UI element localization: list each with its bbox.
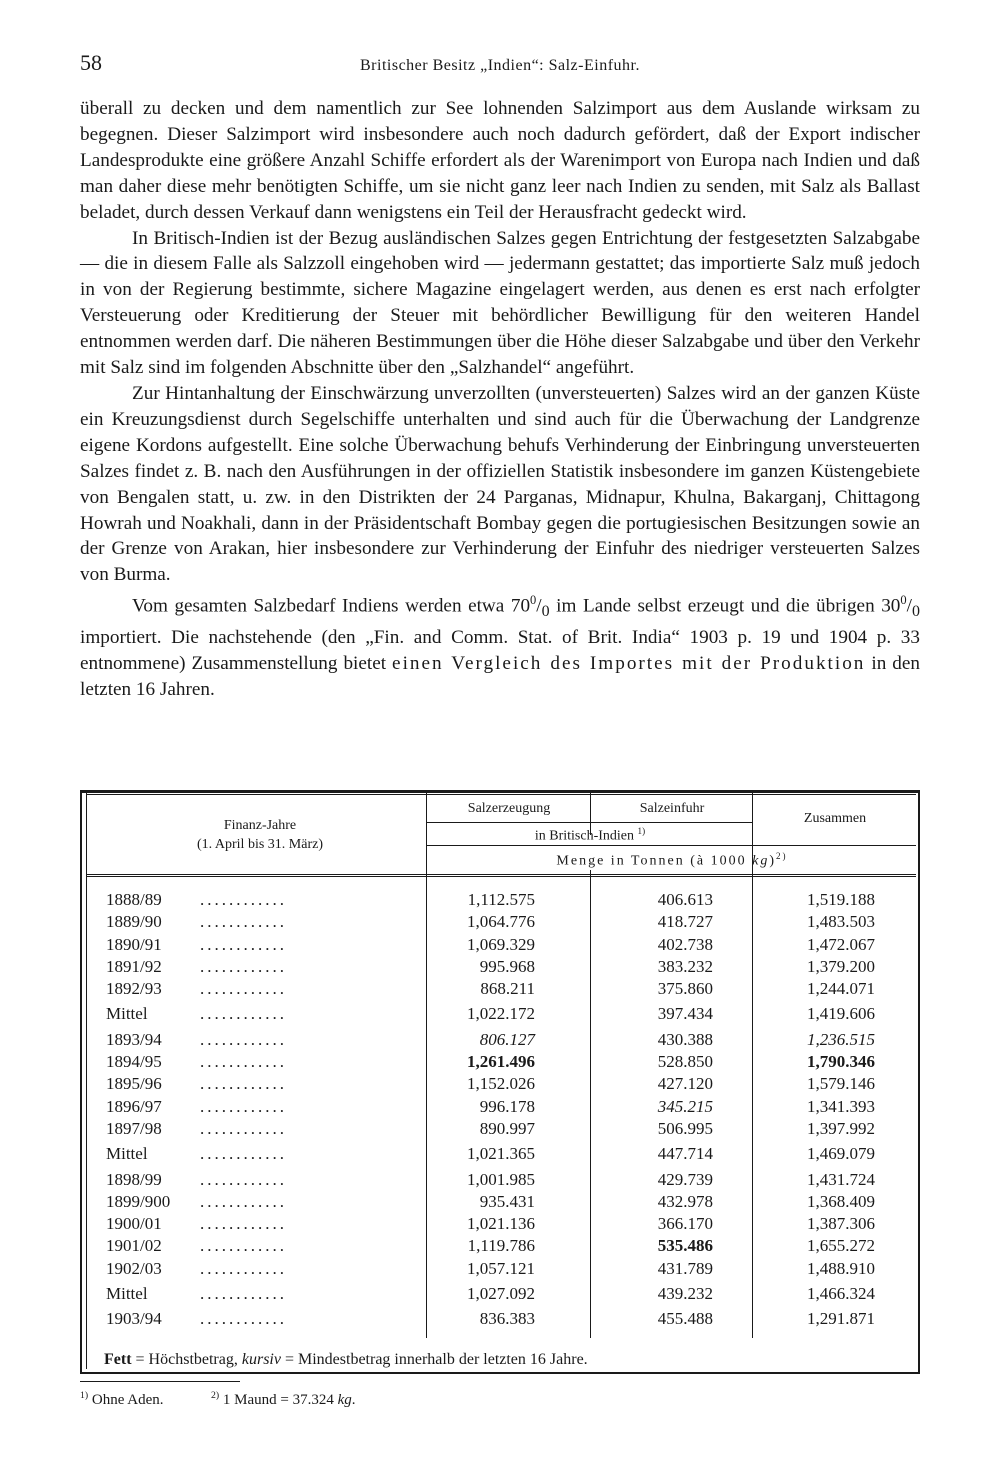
row-leader-dots: ............ xyxy=(200,912,287,932)
row-import: 439.232 xyxy=(657,1284,713,1304)
table-row xyxy=(80,935,916,957)
row-total: 1,379.200 xyxy=(807,956,875,976)
header-finanz-jahre: Finanz-Jahre xyxy=(223,818,297,833)
paragraph-4 xyxy=(80,588,920,703)
paragraph-3: Zur Hintanhaltung der Einschwärzung unverzollten (unversteuerten) Salzes wird an der ganzen Küste ein Kreuzungsdienst durch Segelschiffe unterhalten und sind auch für die Überwachung der Landgrenze eigene Kordons aufgestellt. Eine solche Überwachung behufs Verhinderung der Einbringung unversteuerten Salzes findet z. B. nach den Ausführungen in der offiziellen Statistik insbesondere im ganzen Küstengebiete von Bengalen statt, u. zw. in den Distrikten der 24 Parganas, Midnapur, Khulna, Bakarganj, Chittagong Howrah und Noakhali, dann in der Präsidentschaft Bombay gegen die portugiesischen Besitzungen sowie an der Grenze von Arakan, hier insbesondere zur Verhinderung der Einfuhr des niedriger versteuerten Salzes von Burma. xyxy=(80,382,920,586)
table-header-bottom-rule xyxy=(86,874,916,875)
table-row xyxy=(80,1119,916,1141)
paragraph-4-spaced: einen Vergleich des Importes mit der Produktion xyxy=(392,653,866,675)
table-row xyxy=(80,1030,916,1052)
footnote-1-text: Ohne Aden. xyxy=(88,1392,164,1408)
row-total: 1,291.871 xyxy=(807,1309,875,1329)
row-total: 1,466.324 xyxy=(807,1284,875,1304)
row-production: 1,057.121 xyxy=(467,1258,535,1278)
header-salzerzeugung: Salzerzeugung xyxy=(467,801,551,816)
header-region xyxy=(430,826,750,845)
table-top-inner-rule xyxy=(86,794,916,795)
footnote-2-text: 1 Maund = 37.324 xyxy=(219,1392,338,1408)
row-total: 1,579.146 xyxy=(807,1074,875,1094)
percent-sign-sub-1: 0 xyxy=(541,603,550,621)
table-row-mittel xyxy=(80,1144,916,1166)
row-production: 935.431 xyxy=(479,1191,535,1211)
row-leader-dots: ............ xyxy=(200,1191,287,1211)
row-year: Mittel xyxy=(106,1144,148,1164)
row-leader-dots: ............ xyxy=(200,979,287,999)
row-total: 1,397.992 xyxy=(807,1118,875,1138)
row-total: 1,341.393 xyxy=(807,1096,875,1116)
row-import: 430.388 xyxy=(657,1029,713,1049)
legend-text-2: = Mindestbetrag innerhalb der letzten 16 Jahre. xyxy=(280,1351,588,1368)
row-total-minimum: 1,236.515 xyxy=(807,1029,875,1049)
row-production: 868.211 xyxy=(480,979,535,999)
paragraph-1: überall zu decken und dem namentlich zur See lohnenden Salzimport aus dem Auslande wirksam zu begegnen. Dieser Salzimport wird insbesondere auch noch dadurch gefördert, daß der Export indischer Landesprodukte eine größere Anzahl Schiffe erfordert als der Warenimport von Europa nach Indien und daß man daher diese mehr benötigten Schiffe, um sie nicht ganz leer nach Indien zu senden, mit Salz als Ballast beladet, durch dessen Verkauf dann wenigstens ein Teil der Herausfracht gedeckt wird. xyxy=(80,98,920,223)
row-production: 1,022.172 xyxy=(467,1004,535,1024)
row-year: 1901/02 xyxy=(106,1236,162,1256)
header-region-footnote: 1) xyxy=(637,826,646,836)
header-salzeinfuhr: Salzeinfuhr xyxy=(639,801,705,816)
table-row xyxy=(80,1192,916,1214)
row-total: 1,483.503 xyxy=(807,912,875,932)
table-row xyxy=(80,979,916,1001)
paragraph-4-part1: Vom gesamten Salzbedarf Indiens werden etwa 70 xyxy=(132,595,531,617)
row-leader-dots: ............ xyxy=(200,1258,287,1278)
row-total: 1,368.409 xyxy=(807,1191,875,1211)
table-row xyxy=(80,1236,916,1258)
row-production: 1,152.026 xyxy=(467,1074,535,1094)
row-production: 1,119.786 xyxy=(467,1236,535,1256)
paragraph-2: In Britisch-Indien ist der Bezug ausländischen Salzes gegen Entrichtung der festgesetzten Salzabgabe — die in diesem Falle als Salzzoll eingehoben wird — jedermann gestattet; das importierte Salz muß jedoch in von der Regierung bestimmte, sichere Magazine eingelagert werden, aus denen es erst nach erfolgter Versteuerung oder Kreditierung der Steuer mit behördlicher Bewilligung für den weiteren Handel entnommen werden darf. Die näheren Bestimmungen über die Höhe dieser Salzabgabe und über den Verkehr mit Salz sind im folgenden Abschnitte über den „Salzhandel“ angeführt. xyxy=(80,227,920,379)
table-row xyxy=(80,890,916,912)
row-leader-dots: ............ xyxy=(200,1144,287,1164)
row-year: 1899/900 xyxy=(106,1191,171,1211)
table-row xyxy=(80,1052,916,1074)
row-total: 1,655.272 xyxy=(807,1236,875,1256)
row-year: 1892/93 xyxy=(106,979,162,999)
legend-italic-word: kursiv xyxy=(241,1351,281,1368)
table-row-mittel xyxy=(80,1284,916,1306)
row-production: 1,064.776 xyxy=(467,912,535,932)
table-row xyxy=(80,1097,916,1119)
legend-bold-word: Fett xyxy=(104,1351,132,1368)
row-leader-dots: ............ xyxy=(200,1118,287,1138)
row-production: 1,021.136 xyxy=(467,1214,535,1234)
salt-table xyxy=(80,790,920,1373)
row-year: Mittel xyxy=(106,1004,148,1024)
row-leader-dots: ............ xyxy=(200,1052,287,1072)
row-total: 1,431.724 xyxy=(807,1169,875,1189)
row-leader-dots: ............ xyxy=(200,1096,287,1116)
row-year: 1889/90 xyxy=(106,912,162,932)
percent-sign-sup-1: 0 xyxy=(530,593,537,608)
footnote-1-mark: 1) xyxy=(80,1390,89,1401)
row-import: 528.850 xyxy=(657,1052,713,1072)
table-row xyxy=(80,912,916,934)
header-finanz-jahre-range: (1. April bis 31. März) xyxy=(197,837,323,852)
legend-text-1: = Höchstbetrag, xyxy=(131,1351,242,1368)
row-import: 402.738 xyxy=(657,934,713,954)
row-import: 506.995 xyxy=(657,1118,713,1138)
footnotes xyxy=(80,1390,356,1409)
footnote-rule xyxy=(80,1381,240,1382)
table-row xyxy=(80,1309,916,1331)
percent-slash-2: / xyxy=(906,595,912,617)
row-total: 1,244.071 xyxy=(807,979,875,999)
header-unit xyxy=(430,851,914,870)
header-zusammen: Zusammen xyxy=(803,811,867,826)
footnote-2-unit: kg xyxy=(337,1392,352,1408)
row-import: 366.170 xyxy=(657,1214,713,1234)
row-total: 1,488.910 xyxy=(807,1258,875,1278)
row-production: 890.997 xyxy=(479,1118,535,1138)
row-import: 429.739 xyxy=(657,1169,713,1189)
row-import: 375.860 xyxy=(657,979,713,999)
row-year: Mittel xyxy=(106,1284,148,1304)
table-row xyxy=(80,957,916,979)
header-region-text: in Britisch-Indien xyxy=(534,828,635,844)
percent-sign-sup-2: 0 xyxy=(900,593,907,608)
paragraph-4-part3: importiert. Die nachstehende (den „Fin. and Comm. Stat. of Brit. India“ 1903 p. 19 und 1904 p. 33 entnommene) Zusammenstellung bietet xyxy=(80,627,920,675)
row-year: 1890/91 xyxy=(106,934,162,954)
row-production: 1,069.329 xyxy=(467,934,535,954)
row-import: 418.727 xyxy=(657,912,713,932)
row-total: 1,519.188 xyxy=(807,890,875,909)
row-year: 1888/89 xyxy=(106,890,162,909)
row-leader-dots: ............ xyxy=(200,1284,287,1304)
row-year: 1902/03 xyxy=(106,1258,162,1278)
row-total: 1,419.606 xyxy=(807,1004,875,1024)
row-year: 1897/98 xyxy=(106,1118,162,1138)
footnote-2-mark: 2) xyxy=(211,1390,220,1401)
row-year: 1891/92 xyxy=(106,956,162,976)
page-number: 58 xyxy=(80,50,102,75)
row-leader-dots: ............ xyxy=(200,1169,287,1189)
row-leader-dots: ............ xyxy=(200,1004,287,1024)
row-production: 1,001.985 xyxy=(467,1169,535,1189)
body-text xyxy=(80,96,920,703)
table-row xyxy=(80,1214,916,1236)
table-row xyxy=(80,1170,916,1192)
table-region-rule xyxy=(426,845,916,846)
row-year: 1894/95 xyxy=(106,1052,162,1072)
row-leader-dots: ............ xyxy=(200,1074,287,1094)
row-import: 427.120 xyxy=(657,1074,713,1094)
table-row xyxy=(80,1074,916,1096)
table-row-mittel xyxy=(80,1004,916,1026)
header-unit-text: Menge in Tonnen (à 1000 xyxy=(556,853,753,869)
row-year: 1903/94 xyxy=(106,1309,162,1329)
row-year: 1900/01 xyxy=(106,1214,162,1234)
row-import: 383.232 xyxy=(657,956,713,976)
row-production: 996.178 xyxy=(479,1096,535,1116)
footnote-2-end: . xyxy=(351,1392,356,1408)
row-total: 1,387.306 xyxy=(807,1214,875,1234)
row-year: 1895/96 xyxy=(106,1074,162,1094)
table-legend xyxy=(104,1351,588,1369)
row-leader-dots: ............ xyxy=(200,1236,287,1256)
table-body xyxy=(80,890,916,1332)
row-year: 1896/97 xyxy=(106,1096,162,1116)
running-head: Britischer Besitz „Indien“: Salz-Einfuhr. xyxy=(360,57,640,74)
paragraph-4-part2: im Lande selbst erzeugt und die übrigen 30 xyxy=(549,595,901,617)
row-import: 455.488 xyxy=(657,1309,713,1329)
row-production-minimum: 806.127 xyxy=(479,1029,535,1049)
row-total: 1,469.079 xyxy=(807,1144,875,1164)
table-subhead-rule xyxy=(426,822,752,823)
row-leader-dots: ............ xyxy=(200,1214,287,1234)
row-import-minimum: 345.215 xyxy=(657,1096,713,1116)
paragraph-4-part4: in den letzten 16 Jahren. xyxy=(80,653,920,701)
row-leader-dots: ............ xyxy=(200,934,287,954)
row-import: 397.434 xyxy=(657,1004,713,1024)
row-production-maximum: 1,261.496 xyxy=(467,1052,535,1072)
row-import-maximum: 535.486 xyxy=(657,1236,713,1256)
table-header-bottom-rule-2 xyxy=(86,876,916,877)
row-import: 432.978 xyxy=(657,1191,713,1211)
header-unit-kg: kg xyxy=(752,853,770,869)
row-production: 1,112.575 xyxy=(467,890,535,909)
row-leader-dots: ............ xyxy=(200,956,287,976)
row-leader-dots: ............ xyxy=(200,1309,287,1329)
row-import: 406.613 xyxy=(657,890,713,909)
row-total: 1,472.067 xyxy=(807,934,875,954)
row-leader-dots: ............ xyxy=(200,1029,287,1049)
row-import: 431.789 xyxy=(657,1258,713,1278)
header-unit-close: ) xyxy=(769,853,776,869)
row-production: 836.383 xyxy=(479,1309,535,1329)
row-production: 1,021.365 xyxy=(467,1144,535,1164)
row-import: 447.714 xyxy=(657,1144,713,1164)
row-total-maximum: 1,790.346 xyxy=(807,1052,875,1072)
header-unit-footnote: 2) xyxy=(776,851,788,861)
percent-slash-1: / xyxy=(536,595,542,617)
percent-sign-sub-2: 0 xyxy=(911,603,920,621)
row-year: 1893/94 xyxy=(106,1029,162,1049)
row-production: 1,027.092 xyxy=(467,1284,535,1304)
row-production: 995.968 xyxy=(479,956,535,976)
row-year: 1898/99 xyxy=(106,1169,162,1189)
row-leader-dots: ............ xyxy=(200,890,287,909)
table-row xyxy=(80,1259,916,1281)
